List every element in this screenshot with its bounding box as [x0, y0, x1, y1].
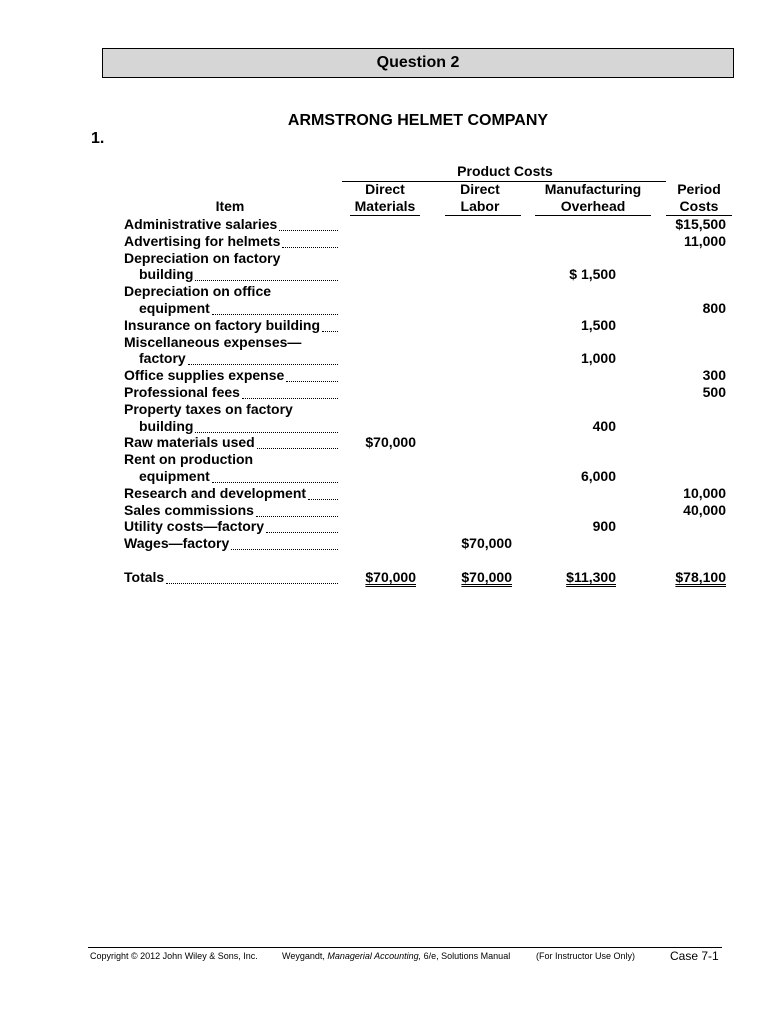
row-label: Office supplies expense: [124, 367, 285, 384]
leader-dots: [286, 381, 338, 382]
total-period-costs: $78,100: [675, 569, 726, 585]
footer-edition: 6/e, Solutions Manual: [423, 951, 511, 961]
leader-dots: [308, 499, 338, 500]
period-costs-value: 500: [702, 384, 726, 400]
direct-labor-value: $70,000: [461, 535, 512, 552]
total-direct-materials: $70,000: [365, 569, 416, 585]
row-label: Property taxes on factory: [124, 400, 293, 417]
footer-copyright: Copyright © 2012 John Wiley & Sons, Inc.: [90, 951, 258, 961]
row-label: building: [139, 417, 194, 434]
direct-materials-value: $70,000: [365, 434, 416, 451]
product-costs-header: Product Costs: [457, 163, 553, 179]
table-row: [0, 535, 768, 552]
leader-dots: [212, 482, 338, 483]
leader-dots: [231, 549, 338, 550]
table-row: [0, 317, 768, 334]
row-label: Professional fees: [124, 384, 240, 400]
row-label: building: [139, 266, 194, 283]
table-row: [0, 350, 768, 367]
manufacturing-overhead-value: 1,500: [580, 316, 616, 333]
direct-labor-header-line1: Direct: [460, 181, 500, 197]
table-row: [0, 266, 768, 283]
total-direct-labor: $70,000: [461, 569, 512, 585]
footer-case-number: Case 7-1: [670, 949, 719, 963]
table-row: [0, 434, 768, 451]
table-row: [0, 283, 768, 300]
footer-divider: [88, 947, 722, 948]
row-label: Wages—factory: [124, 535, 230, 552]
footer-use-note: (For Instructor Use Only): [536, 951, 636, 961]
table-row: [0, 233, 768, 250]
table-row: [0, 518, 768, 535]
row-label: Depreciation on office: [124, 283, 272, 300]
manufacturing-overhead-header-line1: Manufacturing: [544, 181, 642, 197]
manufacturing-overhead-value: 6,000: [580, 468, 616, 484]
leader-dots: [212, 314, 338, 315]
table-row: [0, 451, 768, 468]
direct-labor-header-line2: Labor: [460, 198, 500, 214]
leader-dots: [282, 247, 338, 248]
totals-label: Totals: [124, 569, 165, 585]
footer-author: Weygandt,: [282, 951, 325, 961]
table-row: [0, 300, 768, 317]
question-title: Question 2: [376, 54, 460, 71]
table-row: [0, 216, 768, 233]
totals-row: [0, 569, 768, 586]
table-row: [0, 401, 768, 418]
manufacturing-overhead-value: $ 1,500: [569, 266, 616, 283]
row-label: Insurance on factory building: [124, 316, 321, 333]
period-costs-value: 40,000: [683, 501, 726, 518]
row-label: Advertising for helmets: [124, 232, 281, 249]
period-costs-header-line1: Period: [677, 181, 721, 197]
manufacturing-overhead-value: 400: [592, 417, 616, 434]
leader-dots: [188, 364, 338, 365]
row-label: Rent on production: [124, 451, 254, 468]
part-number: 1.: [91, 130, 105, 147]
table-row: [0, 334, 768, 351]
table-row: [0, 418, 768, 435]
row-label: factory: [139, 350, 186, 367]
row-label: Sales commissions: [124, 501, 254, 518]
leader-dots: [195, 432, 338, 433]
manufacturing-overhead-value: 900: [592, 518, 616, 535]
total-manufacturing-overhead: $11,300: [566, 569, 616, 585]
footer-book-title: Managerial Accounting,: [327, 951, 422, 961]
period-costs-value: 800: [702, 300, 726, 316]
table-row: [0, 468, 768, 485]
leader-dots: [256, 516, 338, 517]
direct-materials-header-line2: Materials: [354, 198, 416, 214]
leader-dots: [322, 331, 338, 332]
leader-dots: [166, 583, 338, 584]
question-title-box: [102, 48, 734, 78]
period-costs-value: $15,500: [675, 216, 726, 232]
leader-dots: [266, 532, 338, 533]
table-row: [0, 367, 768, 384]
row-label: equipment: [139, 300, 210, 316]
period-costs-value: 300: [702, 367, 726, 384]
leader-dots: [279, 230, 338, 231]
manufacturing-overhead-header-line2: Overhead: [560, 198, 626, 214]
table-row: [0, 485, 768, 502]
row-label: equipment: [139, 468, 210, 484]
period-costs-header-line2: Costs: [679, 198, 719, 214]
row-label: Administrative salaries: [124, 216, 278, 232]
manufacturing-overhead-value: 1,000: [580, 350, 616, 367]
direct-materials-header-line1: Direct: [365, 181, 405, 197]
leader-dots: [257, 448, 338, 449]
period-costs-value: 11,000: [683, 232, 726, 249]
table-row: [0, 384, 768, 401]
period-costs-value: 10,000: [683, 484, 726, 501]
row-label: Depreciation on factory: [124, 249, 281, 266]
leader-dots: [242, 398, 338, 399]
footer-citation: [282, 951, 510, 961]
table-row: [0, 250, 768, 267]
item-header: Item: [215, 198, 245, 214]
row-label: Utility costs—factory: [124, 518, 265, 535]
row-label: Raw materials used: [124, 434, 255, 451]
company-name: ARMSTRONG HELMET COMPANY: [287, 112, 549, 129]
row-label: Research and development: [124, 484, 307, 501]
leader-dots: [195, 280, 338, 281]
row-label: Miscellaneous expenses—: [124, 333, 302, 350]
table-row: [0, 502, 768, 519]
